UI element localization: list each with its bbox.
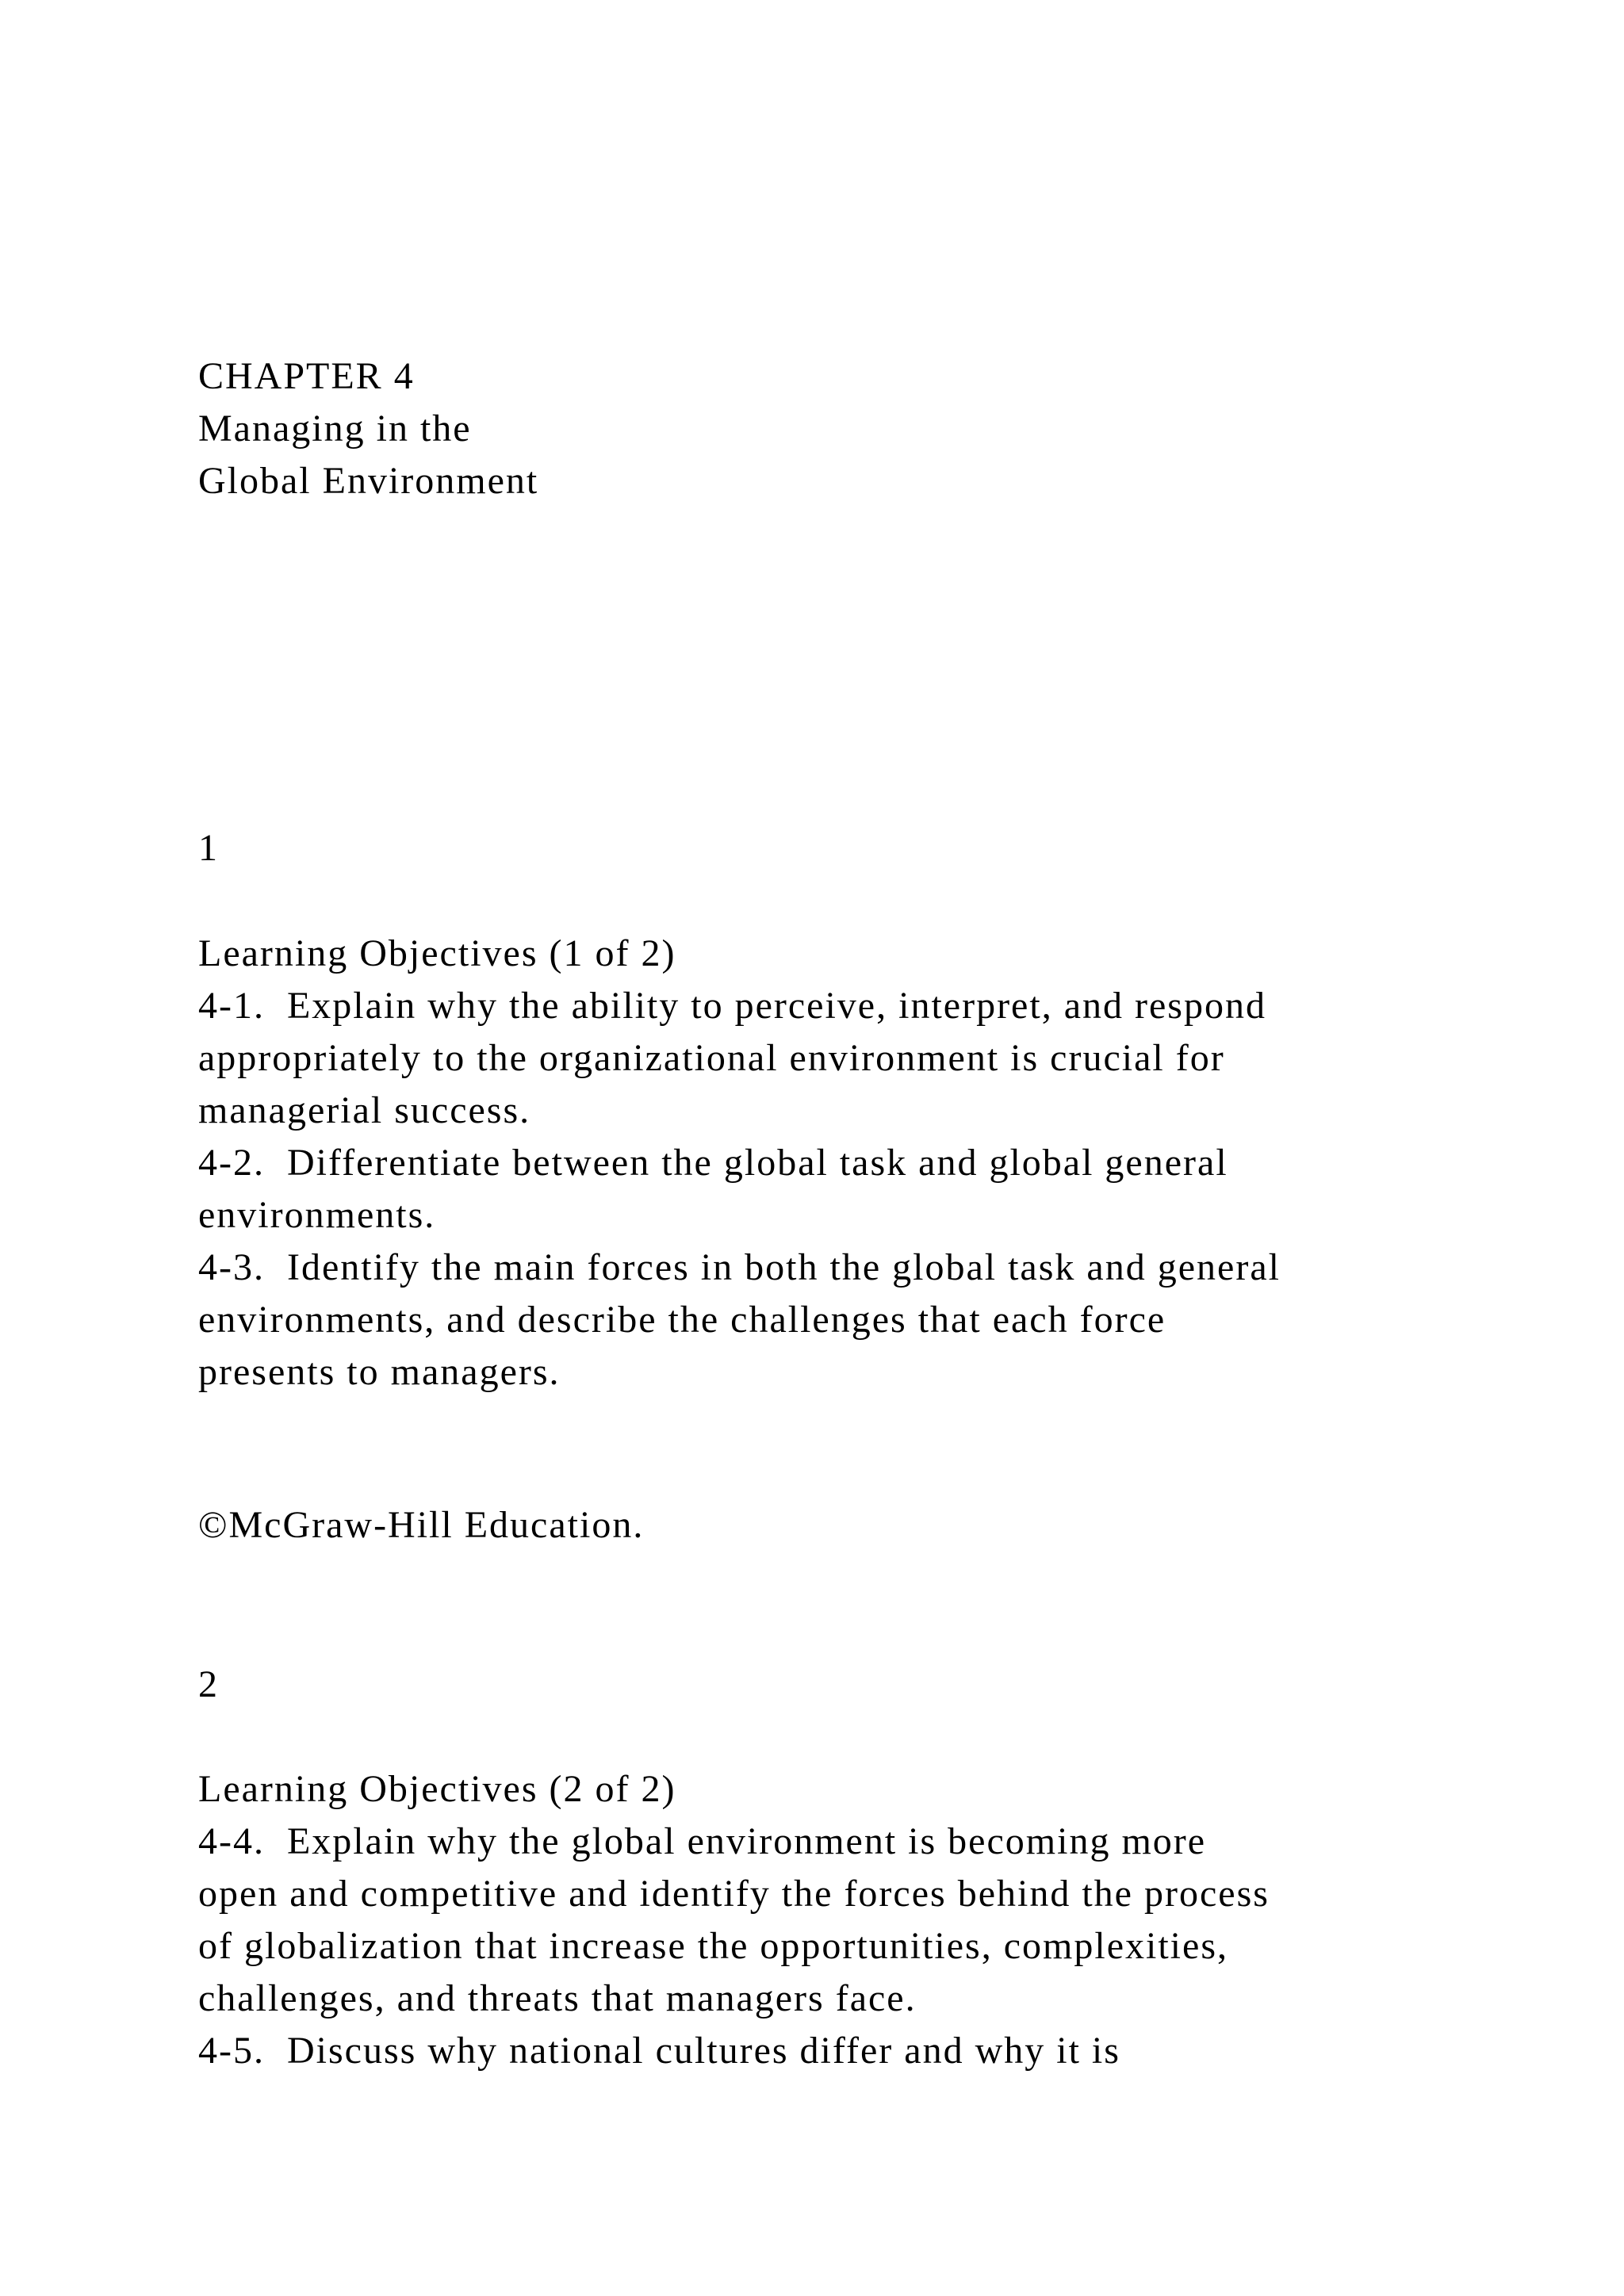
slide-number: 2: [198, 1663, 219, 1705]
objectives-heading: Learning Objectives (1 of 2): [198, 932, 676, 974]
objective-line: environments.: [198, 1194, 436, 1236]
slide-number-2: [198, 1659, 219, 1711]
slide-number-1: [198, 822, 219, 874]
objective-line: appropriately to the organizational environment is crucial for: [198, 1037, 1225, 1079]
learning-objectives-1: [198, 928, 1281, 1399]
chapter-label: CHAPTER 4: [198, 355, 415, 397]
learning-objectives-2: [198, 1763, 1270, 2077]
slide-number: 1: [198, 827, 219, 869]
objective-line: open and competitive and identify the forces behind the process: [198, 1873, 1270, 1915]
objective-line: managerial success.: [198, 1089, 531, 1131]
objective-line: presents to managers.: [198, 1351, 561, 1393]
chapter-title-line-2: Global Environment: [198, 460, 539, 502]
objective-line: 4-5. Discuss why national cultures differ and why it is: [198, 2030, 1120, 2072]
objective-line: 4-4. Explain why the global environment is becoming more: [198, 1820, 1207, 1862]
objective-line: 4-3. Identify the main forces in both the global task and general: [198, 1246, 1281, 1288]
copyright-text: ©McGraw-Hill Education.: [198, 1504, 645, 1546]
objective-line: challenges, and threats that managers face.: [198, 1977, 917, 2019]
objective-line: environments, and describe the challenges that each force: [198, 1299, 1166, 1341]
objectives-heading: Learning Objectives (2 of 2): [198, 1768, 676, 1810]
chapter-title-block: [198, 350, 538, 507]
chapter-title-line-1: Managing in the: [198, 408, 472, 450]
objective-line: 4-1. Explain why the ability to perceive, interpret, and respond: [198, 985, 1266, 1027]
objective-line: 4-2. Differentiate between the global task and global general: [198, 1142, 1228, 1184]
copyright-notice: [198, 1499, 644, 1552]
objective-line: of globalization that increase the opportunities, complexities,: [198, 1925, 1228, 1967]
